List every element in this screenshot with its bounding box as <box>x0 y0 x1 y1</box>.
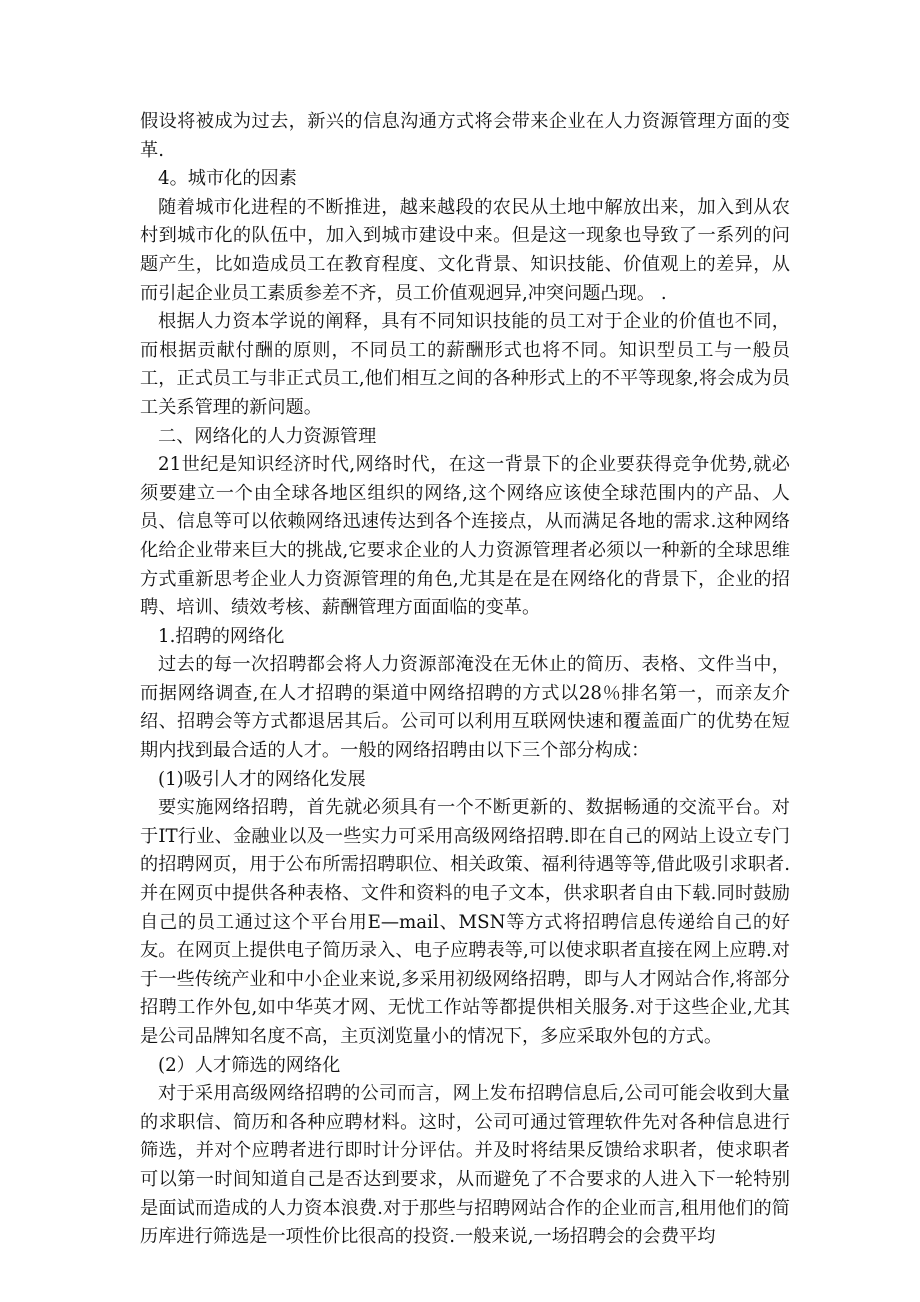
paragraph-urbanization: 随着城市化进程的不断推进，越来越段的农民从土地中解放出来，加入到从农村到城市化的队伍中，加入到城市建设中来。但是这一现象也导致了一系列的问题产生，比如造成员工在教育程度、文化背景、知识技能、价值观上的差异，从而引起企业员工素质参差不齐，员工价值观迥异,冲突问题凸现。 . <box>140 196 790 304</box>
paragraph-intro-end: 假设将被成为过去，新兴的信息沟通方式将会带来企业在人力资源管理方面的变革. <box>140 111 790 161</box>
document-page <box>140 108 790 1252</box>
heading-recruitment-networking: 1.招聘的网络化 <box>158 625 285 647</box>
paragraph-attract-talent: 要实施网络招聘，首先就必须具有一个不断更新的、数据畅通的交流平台。对于IT行业、金融业以及一些实力可采用高级网络招聘.即在自己的网站上设立专门的招聘网页，用于公布所需招聘职位、相关政策、福利待遇等等,借此吸引求职者.并在网页中提供各种表格、文件和资料的电子文本，供求职者自由下载.同时鼓励自己的员工通过这个平台用E—mail、MSN等方式将招聘信息传递给自己的好友。在网页上提供电子简历录入、电子应聘表等,可以使求职者直接在网上应聘.对于一些传统产业和中小企业来说,多采用初级网络招聘，即与人才网站合作,将部分招聘工作外包,如中华英才网、无忧工作站等都提供相关服务.对于这些企业,尤其是公司品牌知名度不高，主页浏览量小的情况下，多应采取外包的方式。 <box>140 797 790 1047</box>
heading-urbanization: 4。城市化的因素 <box>158 168 297 190</box>
paragraph-human-capital: 根据人力资本学说的阐释，具有不同知识技能的员工对于企业的价值也不同，而根据贡献付酬的原则，不同员工的薪酬形式也将不同。知识型员工与一般员工，正式员工与非正式员工,他们相互之间的各种形式上的不平等现象,将会成为员工关系管理的新问题。 <box>140 311 790 418</box>
paragraph-knowledge-economy: 21世纪是知识经济时代,网络时代，在这一背景下的企业要获得竞争优势,就必须要建立一个由全球各地区组织的网络,这个网络应该使全球范围内的产品、人员、信息等可以依赖网络迅速传达到各个连接点，从而满足各地的需求.这种网络化给企业带来巨大的挑战,它要求企业的人力资源管理者必须以一种新的全球思维方式重新思考企业人力资源管理的角色,尤其是在是在网络化的背景下，企业的招聘、培训、绩效考核、薪酬管理方面面临的变革。 <box>140 454 790 619</box>
paragraph-talent-screening: 对于采用高级网络招聘的公司而言，网上发布招聘信息后,公司可能会收到大量的求职信、简历和各种应聘材料。这时，公司可通过管理软件先对各种信息进行筛选，并对个应聘者进行即时计分评估。并及时将结果反馈给求职者，使求职者可以第一时间知道自己是否达到要求，从而避免了不合要求的人进入下一轮特别是面试而造成的人力资本浪费.对于那些与招聘网站合作的企业而言,租用他们的简历库进行筛选是一项性价比很高的投资.一般来说,一场招聘会的会费平均 <box>140 1083 790 1248</box>
heading-talent-screening: (2）人才筛选的网络化 <box>158 1054 341 1076</box>
heading-attract-talent: (1)吸引人才的网络化发展 <box>158 768 366 790</box>
paragraph-recruitment-past: 过去的每一次招聘都会将人力资源部淹没在无休止的简历、表格、文件当中，而据网络调查,在人才招聘的渠道中网络招聘的方式以28％排名第一，而亲友介绍、招聘会等方式都退居其后。公司可以利用互联网快速和覆盖面广的优势在短期内找到最合适的人才。一般的网络招聘由以下三个部分构成： <box>140 654 790 762</box>
heading-networked-hr: 二、网络化的人力资源管理 <box>158 425 377 447</box>
